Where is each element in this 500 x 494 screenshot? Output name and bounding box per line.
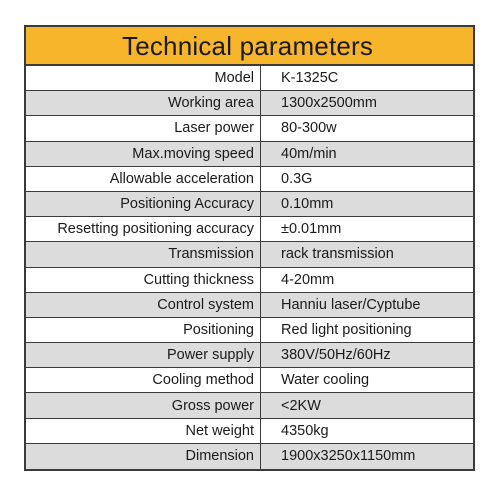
table-row xyxy=(26,116,473,141)
table-title: Technical parameters xyxy=(122,30,374,61)
parameter-label: Laser power xyxy=(26,116,261,140)
parameter-value: ±0.01mm xyxy=(281,221,342,238)
table-row xyxy=(26,167,473,192)
parameter-label: Net weight xyxy=(26,419,261,443)
parameter-value: 4350kg xyxy=(281,422,329,439)
parameter-value: <2KW xyxy=(281,397,321,414)
table-header xyxy=(26,27,473,66)
table-row xyxy=(26,368,473,393)
parameter-value: K-1325C xyxy=(281,70,339,87)
parameter-label: Positioning xyxy=(26,318,261,342)
table-row xyxy=(26,242,473,267)
table-row xyxy=(26,91,473,116)
parameter-value: 0.10mm xyxy=(281,196,334,213)
parameter-label: Transmission xyxy=(26,242,261,266)
parameter-value: rack transmission xyxy=(281,246,394,263)
parameter-value: 1900x3250x1150mm xyxy=(281,448,416,465)
parameter-value: 4-20mm xyxy=(281,271,335,288)
parameter-value: Red light positioning xyxy=(281,321,412,338)
parameter-label: Positioning Accuracy xyxy=(26,192,261,216)
parameter-label: Power supply xyxy=(26,343,261,367)
parameter-value: 380V/50Hz/60Hz xyxy=(281,347,391,364)
parameter-label: Cutting thickness xyxy=(26,268,261,292)
table-row xyxy=(26,444,473,469)
table-row xyxy=(26,343,473,368)
parameter-value: 0.3G xyxy=(281,170,313,187)
table-row xyxy=(26,318,473,343)
parameter-label: Working area xyxy=(26,91,261,115)
parameter-label: Dimension xyxy=(26,444,261,469)
table-row xyxy=(26,217,473,242)
parameter-value: 1300x2500mm xyxy=(281,95,377,112)
parameter-label: Model xyxy=(26,66,261,90)
spec-table xyxy=(24,25,475,471)
table-row xyxy=(26,192,473,217)
table-row xyxy=(26,268,473,293)
parameter-label: Control system xyxy=(26,293,261,317)
parameter-value: 40m/min xyxy=(281,145,337,162)
parameter-value: Hanniu laser/Cyptube xyxy=(281,296,421,313)
parameter-value: Water cooling xyxy=(281,372,370,389)
parameter-value: 80-300w xyxy=(281,120,337,137)
table-row xyxy=(26,419,473,444)
table-body xyxy=(26,66,473,469)
table-row xyxy=(26,293,473,318)
parameter-label: Cooling method xyxy=(26,368,261,392)
parameter-label: Allowable acceleration xyxy=(26,167,261,191)
table-row xyxy=(26,66,473,91)
parameter-label: Max.moving speed xyxy=(26,142,261,166)
parameter-label: Resetting positioning accuracy xyxy=(26,217,261,241)
table-row xyxy=(26,393,473,418)
table-row xyxy=(26,142,473,167)
parameter-label: Gross power xyxy=(26,393,261,417)
